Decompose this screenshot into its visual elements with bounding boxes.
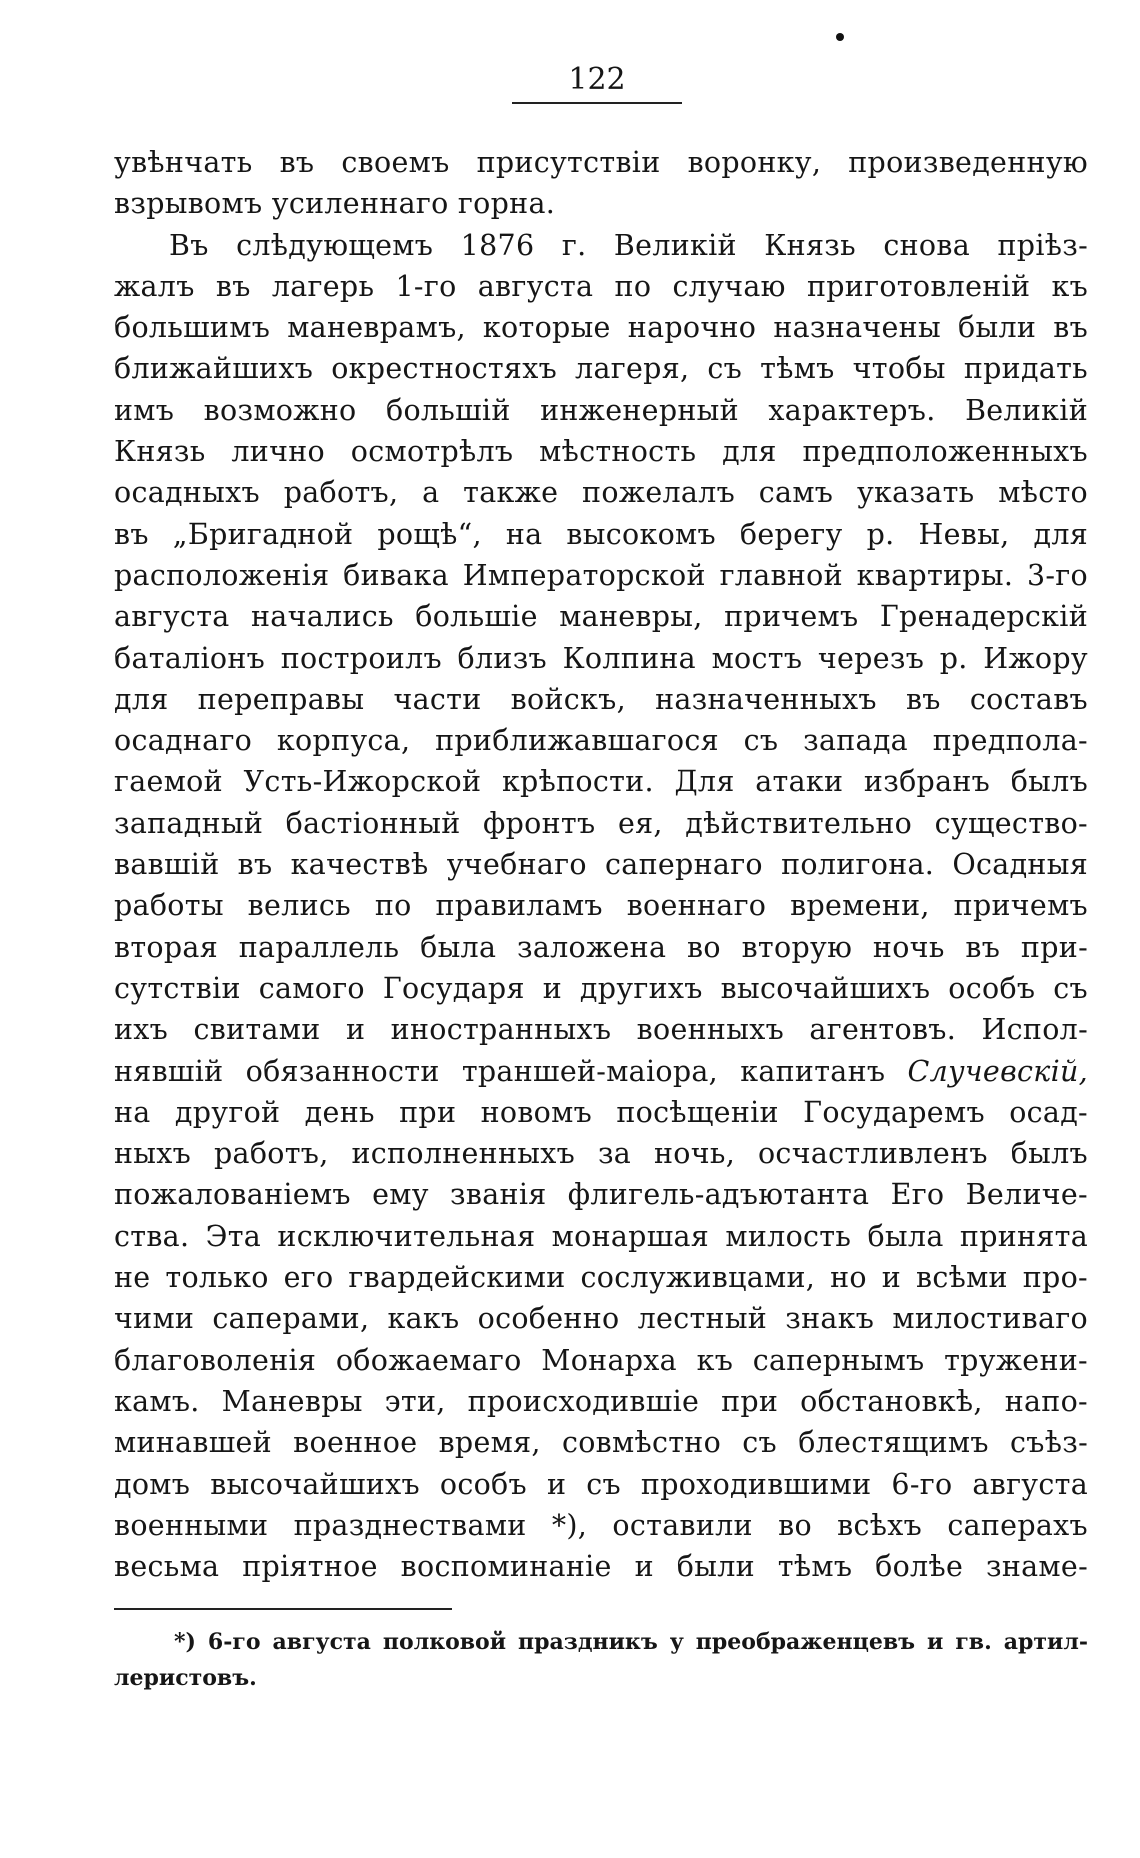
- text-line: благоволенія обожаемаго Монарха къ сапернымъ тружени-: [114, 1343, 1088, 1377]
- text-line: осаднаго корпуса, приближавшагося съ запада предпола-: [114, 724, 1088, 758]
- text-line: домъ высочайшихъ особъ и съ проходившими 6-го августа: [114, 1467, 1088, 1501]
- text-line: западный бастіонный фронтъ ея, дѣйствительно существо-: [114, 806, 1088, 840]
- text-line: ихъ свитами и иностранныхъ военныхъ агентовъ. Испол-: [114, 1013, 1088, 1047]
- text-line: вавшій въ качествѣ учебнаго сапернаго полигона. Осадныя: [114, 848, 1088, 882]
- footnote: [114, 1624, 1088, 1696]
- text-line: августа начались большіе маневры, причемъ Гренадерскій: [114, 600, 1088, 634]
- text-line: камъ. Маневры эти, происходившіе при обстановкѣ, напо-: [114, 1384, 1088, 1418]
- text-line: жалъ въ лагерь 1-го августа по случаю приготовленій къ: [114, 269, 1088, 303]
- text-line-with-name: [114, 1051, 1088, 1092]
- text-line: ства. Эта исключительная монаршая милость была принята: [114, 1219, 1088, 1253]
- text-line: чими саперами, какъ особенно лестный знакъ милостиваго: [114, 1302, 1088, 1336]
- text-line: сутствіи самого Государя и другихъ высочайшихъ особъ съ: [114, 971, 1088, 1005]
- text-line: не только его гвардейскими сослуживцами, но и всѣми про-: [114, 1261, 1088, 1295]
- text-line: весьма пріятное воспоминаніе и были тѣмъ болѣе знаме-: [114, 1550, 1088, 1584]
- text-line: работы велись по правиламъ военнаго времени, причемъ: [114, 889, 1088, 923]
- text-line: баталіонъ построилъ близъ Колпина мостъ черезъ р. Ижору: [114, 641, 1088, 675]
- text-line: осадныхъ работъ, а также пожелалъ самъ указать мѣсто: [114, 476, 1088, 510]
- text-line: взрывомъ усиленнаго горна.: [114, 187, 556, 221]
- ink-dot: [836, 33, 844, 41]
- text-line: военными празднествами *), оставили во всѣхъ саперахъ: [114, 1508, 1088, 1542]
- text-line: имъ возможно большій инженерный характеръ. Великій: [114, 393, 1088, 427]
- text-segment: нявшій обязанности траншей-маіора, капитанъ: [114, 1054, 908, 1088]
- page-number-rule: [512, 102, 682, 104]
- text-line: для переправы части войскъ, назначенныхъ въ составъ: [114, 682, 1088, 716]
- italic-name: Случевскій,: [907, 1054, 1088, 1088]
- text-line: Князь лично осмотрѣлъ мѣстность для предположенныхъ: [114, 435, 1088, 469]
- text-line: большимъ маневрамъ, которые нарочно назначены были въ: [114, 311, 1088, 345]
- page-number: 122: [568, 62, 626, 97]
- text-line: гаемой Усть-Ижорской крѣпости. Для атаки избранъ былъ: [114, 765, 1088, 799]
- text-line: Въ слѣдующемъ 1876 г. Великій Князь снова пріѣз-: [169, 228, 1088, 262]
- text-line: расположенія бивака Императорской главной квартиры. 3-го: [114, 558, 1088, 592]
- footnote-line: *) 6-го августа полковой праздникъ у преображенцевъ и гв. артил-: [174, 1629, 1088, 1655]
- text-line: ближайшихъ окрестностяхъ лагеря, съ тѣмъ чтобы придать: [114, 352, 1088, 386]
- text-line: на другой день при новомъ посѣщеніи Государемъ осад-: [114, 1095, 1088, 1129]
- text-line: ныхъ работъ, исполненныхъ за ночь, осчастливленъ былъ: [114, 1137, 1088, 1171]
- text-line: увѣнчать въ своемъ присутствіи воронку, произведенную: [114, 146, 1088, 179]
- text-line: минавшей военное время, совмѣстно съ блестящимъ съѣз-: [114, 1426, 1088, 1460]
- text-line: пожалованіемъ ему званія флигель-адъютанта Его Величе-: [114, 1178, 1088, 1212]
- text-line: вторая параллель была заложена во вторую ночь въ при-: [114, 930, 1088, 964]
- body-text: [114, 142, 1088, 1587]
- text-line: въ „Бригадной рощѣ“, на высокомъ берегу р. Невы, для: [114, 517, 1088, 551]
- footnote-rule: [114, 1608, 452, 1610]
- footnote-line: леристовъ.: [114, 1665, 257, 1691]
